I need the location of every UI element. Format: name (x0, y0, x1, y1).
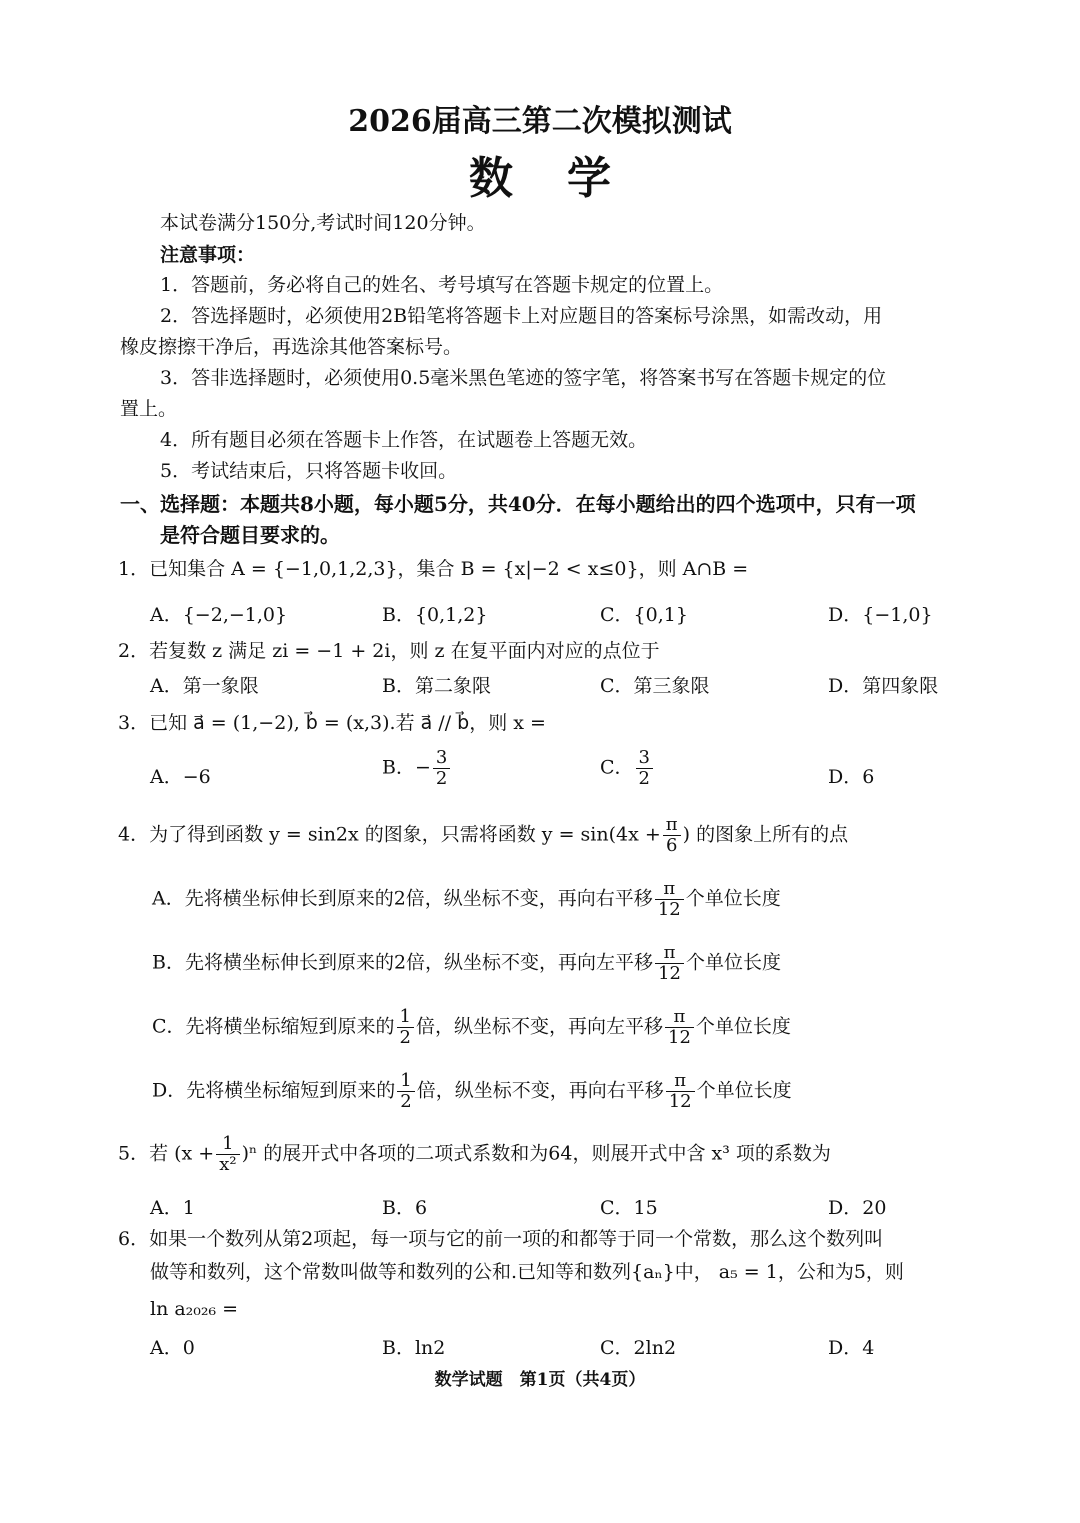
q4-option-c-mid: 倍，纵坐标不变，再向左平移 (416, 1015, 664, 1038)
q4-option-d-fraction (666, 1071, 695, 1112)
fraction-denominator: 12 (658, 963, 681, 984)
question-2-stem: 2．若复数 z 满足 zi = −1 + 2i，则 z 在复平面内对应的点位于 (118, 640, 660, 662)
question-5-stem (118, 1134, 831, 1175)
exam-title: 2026届高三第二次模拟测试 (348, 104, 732, 139)
q4-option-a-tail: 个单位长度 (685, 887, 781, 910)
q3-option-c-fraction (636, 748, 653, 789)
q4-option-c-text: C．先将横坐标缩短到原来的 (152, 1015, 395, 1038)
q1-option-d: D．{−1,0} (828, 604, 933, 626)
q5-option-d: D．20 (828, 1197, 887, 1219)
notice-item-2-cont: 橡皮擦擦干净后，再选涂其他答案标号。 (120, 336, 463, 358)
q4-option-d-half (397, 1071, 414, 1112)
fraction-numerator: 3 (433, 748, 450, 769)
q4-option-c-tail: 个单位长度 (695, 1015, 791, 1038)
fraction-numerator: π (663, 815, 681, 836)
question-6-line-3: ln a₂₀₂₆ = (150, 1298, 239, 1320)
q4-option-b-tail: 个单位长度 (685, 951, 781, 974)
q4-option-c-fraction (665, 1007, 694, 1048)
q6-option-a: A．0 (150, 1337, 195, 1359)
q3-option-a: A．−6 (150, 766, 211, 788)
q1-option-c: C．{0,1} (600, 604, 688, 626)
q5-option-c: C．15 (600, 1197, 658, 1219)
q3-option-b (382, 748, 452, 789)
q4-option-d-tail: 个单位长度 (696, 1079, 792, 1102)
section-heading: 一、选择题：本题共8小题，每小题5分，共40分．在每小题给出的四个选项中，只有一项 (120, 492, 916, 516)
q3-option-d: D．6 (828, 766, 875, 788)
q4-option-d (152, 1071, 792, 1112)
question-6-line-2: 做等和数列，这个常数叫做等和数列的公和.已知等和数列{aₙ}中， a₅ = 1，公和为5，则 (150, 1261, 904, 1283)
fraction-denominator: 12 (657, 899, 681, 920)
q4-option-c-half (397, 1007, 414, 1048)
q5-option-b: B．6 (382, 1197, 428, 1219)
fraction-numerator: 3 (636, 748, 653, 769)
q2-option-a: A．第一象限 (150, 675, 259, 697)
fraction-denominator: 2 (435, 768, 448, 789)
q1-option-b: B．{0,1,2} (382, 604, 488, 626)
fraction-denominator: x² (219, 1154, 237, 1175)
fraction-denominator: 12 (668, 1027, 691, 1048)
q4-option-b-text: B．先将横坐标伸长到原来的2倍，纵坐标不变，再向左平移 (152, 951, 654, 974)
notice-item-5: 5．考试结束后，只将答题卡收回。 (160, 460, 458, 482)
q4-option-a (152, 879, 781, 920)
q3-option-b-prefix: B．− (382, 756, 431, 779)
question-4-stem (118, 815, 848, 856)
q3-option-c-prefix: C． (600, 756, 634, 779)
q1-option-a: A．{−2,−1,0} (150, 604, 288, 626)
notice-label: 注意事项： (160, 244, 256, 266)
q2-option-b: B．第二象限 (382, 675, 491, 697)
q4-option-b (152, 943, 781, 984)
fraction-denominator: 12 (668, 1091, 692, 1112)
fraction-numerator: π (666, 1071, 695, 1092)
q5-option-a: A．1 (150, 1197, 195, 1219)
q4-stem-fraction (663, 815, 681, 856)
q4-option-d-mid: 倍，纵坐标不变，再向右平移 (416, 1079, 664, 1102)
notice-item-3-cont: 置上。 (120, 398, 178, 420)
fraction-denominator: 6 (665, 835, 678, 856)
notice-item-2: 2．答选择题时，必须使用2B铅笔将答题卡上对应题目的答案标号涂黑，如需改动，用 (160, 305, 883, 327)
fraction-numerator: 1 (397, 1007, 414, 1028)
q4-stem-part-2: ) 的图象上所有的点 (682, 823, 849, 846)
q3-option-b-fraction (433, 748, 450, 789)
notice-item-1: 1．答题前，务必将自己的姓名、考号填写在答题卡规定的位置上。 (160, 274, 724, 296)
q4-option-d-text: D．先将横坐标缩短到原来的 (152, 1079, 396, 1102)
fraction-numerator: 1 (216, 1134, 239, 1155)
q4-option-a-text: A．先将横坐标伸长到原来的2倍，纵坐标不变，再向右平移 (152, 887, 653, 910)
q6-option-b: B．ln2 (382, 1337, 446, 1359)
fraction-numerator: π (655, 879, 684, 900)
q3-option-c (600, 748, 655, 789)
section-heading-cont: 是符合题目要求的。 (160, 523, 340, 547)
exam-intro: 本试卷满分150分,考试时间120分钟。 (160, 212, 486, 234)
fraction-numerator: π (665, 1007, 694, 1028)
notice-item-3: 3．答非选择题时，必须使用0.5毫米黑色笔迹的签字笔，将答案书写在答题卡规定的位 (160, 367, 887, 389)
q4-option-c (152, 1007, 791, 1048)
notice-item-4: 4．所有题目必须在答题卡上作答，在试题卷上答题无效。 (160, 429, 648, 451)
q6-option-c: C．2ln2 (600, 1337, 677, 1359)
fraction-denominator: 2 (399, 1027, 411, 1048)
q5-stem-fraction (216, 1134, 239, 1175)
fraction-numerator: π (655, 943, 684, 964)
page-footer: 数学试题 第1页（共4页） (434, 1370, 646, 1390)
fraction-numerator: 1 (397, 1071, 414, 1092)
q4-option-a-fraction (655, 879, 684, 920)
q5-stem-part-1: 5．若 (x + (118, 1142, 215, 1165)
question-3-stem: 3．已知 a⃗ = (1,−2), b⃗ = (x,3).若 a⃗ // b⃗，则 x = (118, 712, 546, 734)
question-6-line-1: 6．如果一个数列从第2项起，每一项与它的前一项的和都等于同一个常数，那么这个数列叫 (118, 1228, 884, 1250)
fraction-denominator: 2 (638, 768, 650, 789)
q6-option-d: D．4 (828, 1337, 875, 1359)
q5-stem-part-2: )ⁿ 的展开式中各项的二项式系数和为64，则展开式中含 x³ 项的系数为 (241, 1142, 831, 1165)
subject-title: 数学 (469, 153, 665, 204)
question-1-stem: 1．已知集合 A = {−1,0,1,2,3}，集合 B = {x|−2 < x≤0}，则 A∩B = (118, 558, 749, 580)
q4-stem-part-1: 4．为了得到函数 y = sin2x 的图象，只需将函数 y = sin(4x + (118, 823, 661, 846)
fraction-denominator: 2 (400, 1091, 412, 1112)
q2-option-c: C．第三象限 (600, 675, 710, 697)
q2-option-d: D．第四象限 (828, 675, 939, 697)
q4-option-b-fraction (655, 943, 684, 984)
